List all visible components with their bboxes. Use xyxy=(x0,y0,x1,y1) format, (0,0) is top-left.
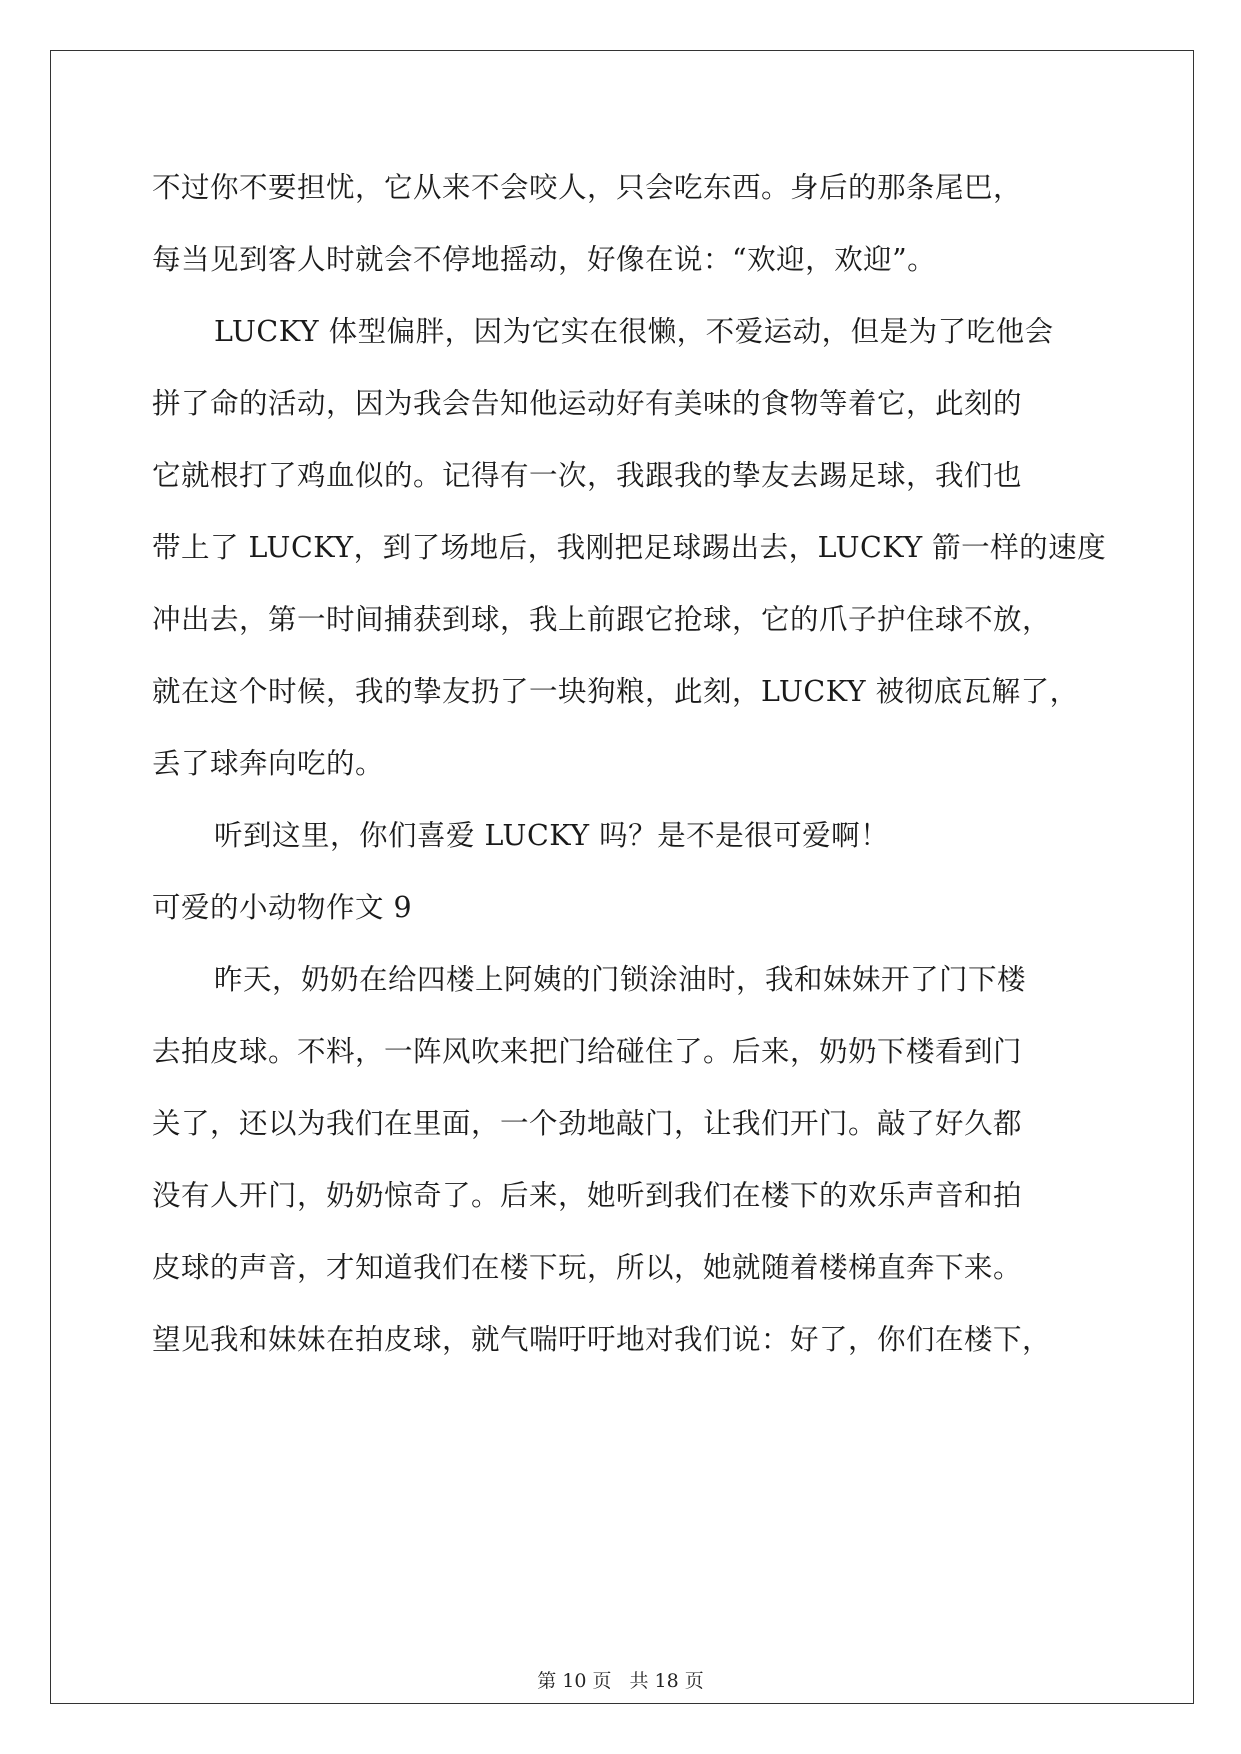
section-heading: 可爱的小动物作文 9 xyxy=(152,891,413,924)
text-line: 它就根打了鸡血似的。记得有一次，我跟我的挚友去踢足球，我们也 xyxy=(152,459,1023,492)
text-line: 丢了球奔向吃的。 xyxy=(152,747,385,780)
text-line: 就在这个时候，我的挚友扔了一块狗粮，此刻，LUCKY 被彻底瓦解了， xyxy=(152,675,1079,708)
text-line: 每当见到客人时就会不停地摇动，好像在说：“欢迎，欢迎”。 xyxy=(152,243,937,276)
text-line: 没有人开门，奶奶惊奇了。后来，她听到我们在楼下的欢乐声音和拍 xyxy=(152,1179,1023,1212)
page-number-total: 共 18 页 xyxy=(629,1670,704,1692)
text-line: 望见我和妹妹在拍皮球，就气喘吁吁地对我们说：好了，你们在楼下， xyxy=(152,1323,1052,1356)
text-line: 带上了 LUCKY，到了场地后，我刚把足球踢出去，LUCKY 箭一样的速度 xyxy=(152,531,1107,564)
text-line-paragraph-start: 昨天，奶奶在给四楼上阿姨的门锁涂油时，我和妹妹开了门下楼 xyxy=(214,963,1027,996)
text-line: 拼了命的活动，因为我会告知他运动好有美味的食物等着它，此刻的 xyxy=(152,387,1023,420)
page-number-current: 第 10 页 xyxy=(537,1670,612,1692)
page-border xyxy=(50,50,1194,1704)
text-line: 皮球的声音，才知道我们在楼下玩，所以，她就随着楼梯直奔下来。 xyxy=(152,1251,1023,1284)
text-line: 冲出去，第一时间捕获到球，我上前跟它抢球，它的爪子护住球不放， xyxy=(152,603,1052,636)
text-line: 关了，还以为我们在里面，一个劲地敲门，让我们开门。敲了好久都 xyxy=(152,1107,1023,1140)
text-line: 去拍皮球。不料，一阵风吹来把门给碰住了。后来，奶奶下楼看到门 xyxy=(152,1035,1023,1068)
text-line-paragraph-start: LUCKY 体型偏胖，因为它实在很懒，不爱运动，但是为了吃他会 xyxy=(214,315,1054,348)
text-line: 不过你不要担忧，它从来不会咬人，只会吃东西。身后的那条尾巴， xyxy=(152,171,1023,204)
text-line-paragraph-start: 听到这里，你们喜爱 LUCKY 吗？是不是很可爱啊！ xyxy=(214,819,890,852)
page-footer xyxy=(0,1666,1241,1693)
